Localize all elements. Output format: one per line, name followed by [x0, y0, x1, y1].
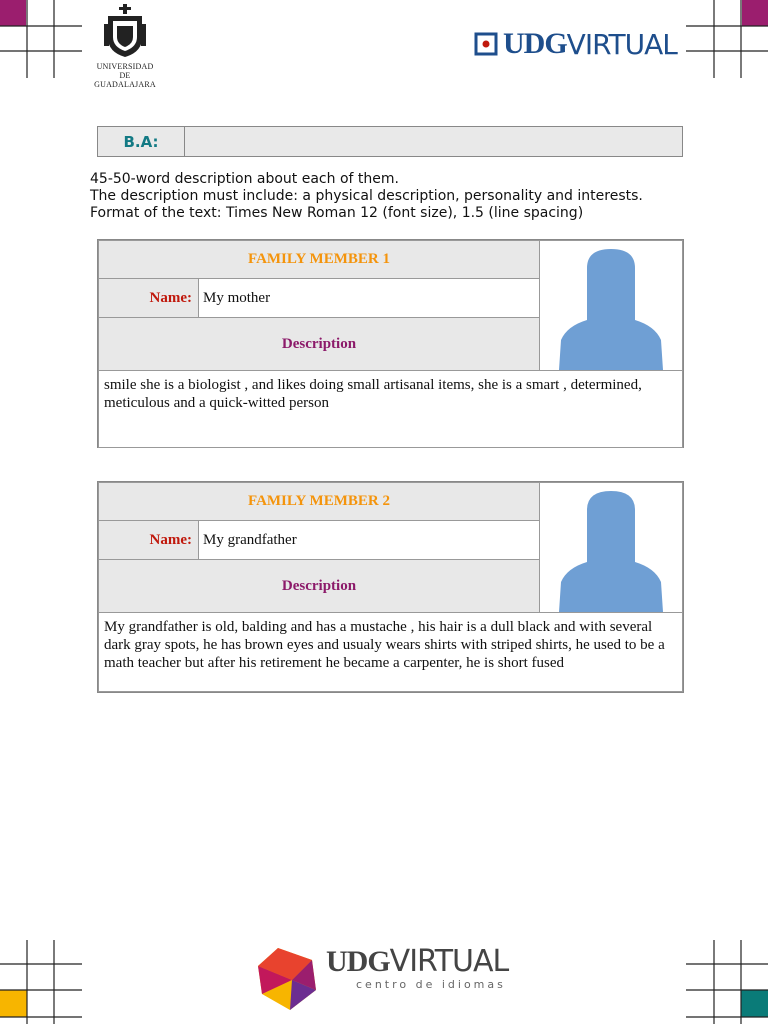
name-value[interactable]: My grandfather [199, 521, 540, 560]
corner-grid-top-right [686, 0, 768, 78]
ba-label: B.A: [98, 127, 185, 156]
corner-grid-bottom-right [686, 940, 768, 1024]
description-label: Description [99, 318, 540, 371]
name-value[interactable]: My mother [199, 279, 540, 318]
family-member-card-2 [97, 481, 684, 693]
udg-prism-logo-icon [256, 946, 320, 1012]
member-title: FAMILY MEMBER 2 [99, 483, 540, 521]
person-silhouette-icon [557, 248, 665, 370]
member-photo [540, 241, 683, 371]
footer-subtitle: centro de idiomas [356, 978, 506, 991]
description-box[interactable] [99, 613, 683, 692]
instruction-line-2: The description must include: a physical description, personality and interests. [90, 188, 643, 204]
corner-grid-top-left [0, 0, 82, 78]
university-crest-icon [102, 4, 148, 58]
person-silhouette-icon [557, 490, 665, 612]
university-logo [90, 4, 160, 89]
ba-field-row [97, 126, 683, 157]
member-title: FAMILY MEMBER 1 [99, 241, 540, 279]
brand-udg-text: UDG [503, 27, 567, 60]
university-name-line1: UNIVERSIDAD DE [96, 62, 154, 80]
brand-virtual-text: VIRTUAL [566, 27, 677, 61]
member-photo [540, 483, 683, 613]
ba-value-field[interactable] [185, 127, 682, 156]
udg-virtual-header-logo [474, 26, 677, 62]
university-name-line2: GUADALAJARA [94, 80, 156, 89]
instruction-line-1: 45-50-word description about each of them. [90, 171, 399, 187]
description-label: Description [99, 560, 540, 613]
footer-brand-virtual: VIRTUAL [389, 944, 509, 979]
footer-brand-udg: UDG [326, 945, 390, 978]
description-text: My grandfather is old, balding and has a mustache , his hair is a dull black and with several dark gray spots, he has brown eyes and usualy wears shirts with striped shirts, he used to be a math teacher but after his retirement he became a carpenter, he is short fused [104, 619, 665, 671]
description-box[interactable] [99, 371, 683, 448]
family-member-card-1 [97, 239, 684, 448]
instruction-line-3: Format of the text: Times New Roman 12 (font size), 1.5 (line spacing) [90, 205, 584, 221]
footer-brand [326, 946, 508, 978]
name-label: Name: [99, 521, 199, 560]
name-label: Name: [99, 279, 199, 318]
corner-grid-bottom-left [0, 940, 82, 1024]
footer-logo [256, 946, 508, 1012]
instructions [90, 171, 643, 222]
udg-virtual-logo-icon [474, 32, 498, 56]
description-text: smile she is a biologist , and likes doing small artisanal items, she is a smart , determined, meticulous and a quick-witted person [104, 377, 642, 411]
